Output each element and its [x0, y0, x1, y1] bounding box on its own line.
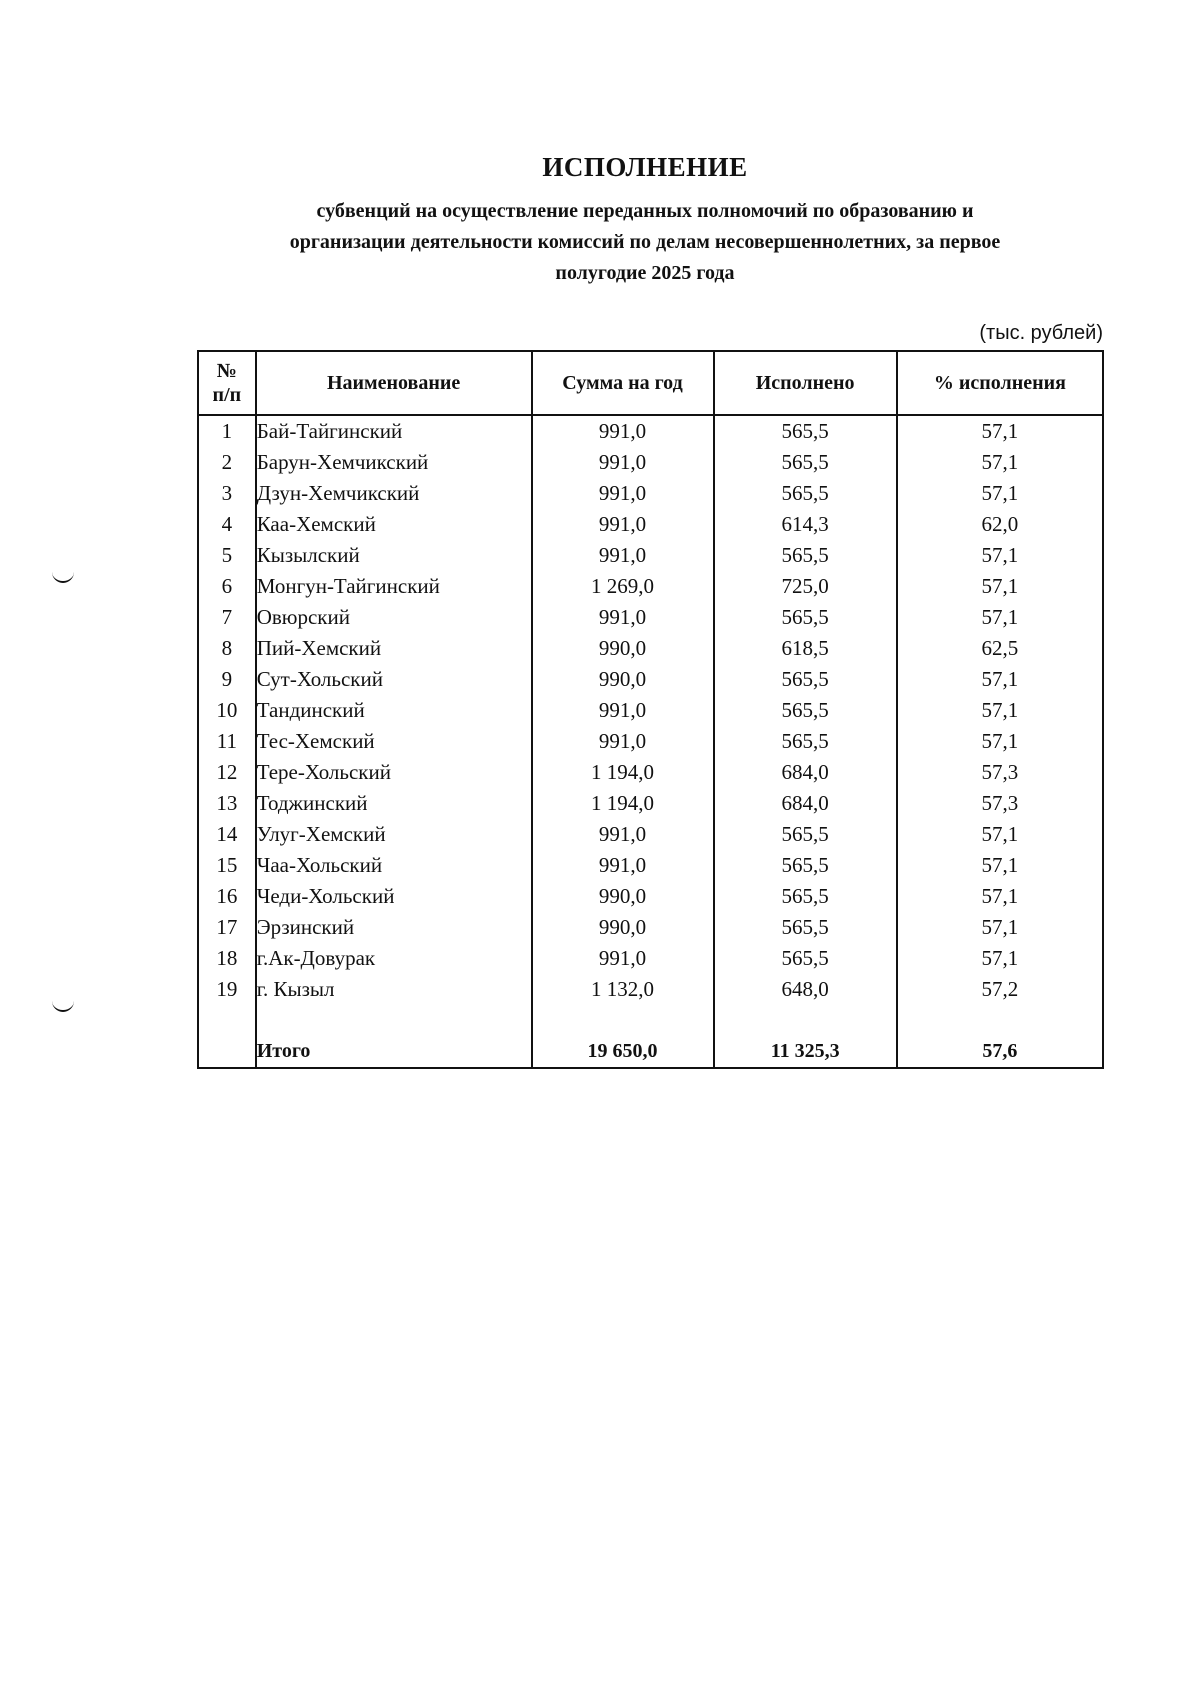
cell-done: 565,5 — [714, 912, 897, 943]
total-sum: 19 650,0 — [532, 1036, 714, 1068]
cell-name: Бай-Тайгинский — [256, 415, 532, 447]
cell-done: 614,3 — [714, 509, 897, 540]
table-row — [198, 664, 1103, 695]
cell-done: 565,5 — [714, 664, 897, 695]
cell-pct: 57,1 — [897, 571, 1103, 602]
cell-num: 18 — [198, 943, 256, 974]
cell-num: 19 — [198, 974, 256, 1005]
header-sum: Сумма на год — [532, 351, 714, 415]
cell-num: 14 — [198, 819, 256, 850]
cell-name: Дзун-Хемчикский — [256, 478, 532, 509]
cell-name: Тес-Хемский — [256, 726, 532, 757]
cell-sum: 991,0 — [532, 415, 714, 447]
scan-mark — [52, 1000, 74, 1012]
table-row — [198, 695, 1103, 726]
cell-pct: 57,1 — [897, 415, 1103, 447]
subtitle — [205, 196, 1085, 289]
header-pct: % исполнения — [897, 351, 1103, 415]
empty-cell — [532, 1005, 714, 1036]
cell-done: 565,5 — [714, 943, 897, 974]
cell-done: 565,5 — [714, 478, 897, 509]
cell-pct: 57,1 — [897, 695, 1103, 726]
cell-pct: 57,1 — [897, 447, 1103, 478]
table-row — [198, 788, 1103, 819]
empty-cell — [256, 1005, 532, 1036]
spacer-row — [198, 1005, 1103, 1036]
cell-num: 11 — [198, 726, 256, 757]
cell-sum: 1 132,0 — [532, 974, 714, 1005]
cell-pct: 57,2 — [897, 974, 1103, 1005]
cell-done: 565,5 — [714, 850, 897, 881]
table-row — [198, 757, 1103, 788]
cell-done: 618,5 — [714, 633, 897, 664]
table-row — [198, 850, 1103, 881]
table-row — [198, 478, 1103, 509]
cell-pct: 57,1 — [897, 819, 1103, 850]
cell-sum: 1 194,0 — [532, 757, 714, 788]
cell-done: 725,0 — [714, 571, 897, 602]
table-header — [198, 351, 1103, 415]
cell-name: Монгун-Тайгинский — [256, 571, 532, 602]
cell-pct: 62,5 — [897, 633, 1103, 664]
table-row — [198, 726, 1103, 757]
subtitle-line: полугодие 2025 года — [555, 262, 735, 284]
cell-done: 648,0 — [714, 974, 897, 1005]
header-row — [198, 351, 1103, 415]
cell-pct: 57,1 — [897, 850, 1103, 881]
table-row — [198, 943, 1103, 974]
cell-pct: 57,1 — [897, 664, 1103, 695]
table-row — [198, 415, 1103, 447]
cell-done: 565,5 — [714, 447, 897, 478]
header-num-line1: № — [216, 360, 237, 382]
cell-done: 565,5 — [714, 602, 897, 633]
table-row — [198, 912, 1103, 943]
cell-num: 2 — [198, 447, 256, 478]
subtitle-line: субвенций на осуществление переданных полномочий по образованию и — [316, 200, 974, 222]
table-row — [198, 509, 1103, 540]
cell-name: Сут-Хольский — [256, 664, 532, 695]
cell-pct: 57,1 — [897, 912, 1103, 943]
cell-pct: 57,3 — [897, 757, 1103, 788]
cell-sum: 991,0 — [532, 850, 714, 881]
table-row — [198, 602, 1103, 633]
header-num — [198, 351, 256, 415]
cell-done: 684,0 — [714, 757, 897, 788]
cell-num: 7 — [198, 602, 256, 633]
page-title: ИСПОЛНЕНИЕ — [542, 152, 748, 182]
cell-sum: 990,0 — [532, 664, 714, 695]
cell-num: 15 — [198, 850, 256, 881]
total-done: 11 325,3 — [714, 1036, 897, 1068]
cell-sum: 991,0 — [532, 602, 714, 633]
cell-num: 16 — [198, 881, 256, 912]
cell-sum: 991,0 — [532, 540, 714, 571]
total-num — [198, 1036, 256, 1068]
cell-sum: 1 269,0 — [532, 571, 714, 602]
cell-sum: 991,0 — [532, 509, 714, 540]
cell-done: 565,5 — [714, 819, 897, 850]
cell-done: 565,5 — [714, 540, 897, 571]
table-row — [198, 974, 1103, 1005]
cell-name: Пий-Хемский — [256, 633, 532, 664]
cell-sum: 991,0 — [532, 478, 714, 509]
cell-pct: 62,0 — [897, 509, 1103, 540]
cell-sum: 990,0 — [532, 912, 714, 943]
cell-name: Улуг-Хемский — [256, 819, 532, 850]
cell-num: 13 — [198, 788, 256, 819]
table-row — [198, 633, 1103, 664]
total-row — [198, 1036, 1103, 1068]
cell-name: Овюрский — [256, 602, 532, 633]
units-label: (тыс. рублей) — [979, 322, 1103, 344]
cell-num: 4 — [198, 509, 256, 540]
cell-pct: 57,1 — [897, 726, 1103, 757]
total-pct: 57,6 — [897, 1036, 1103, 1068]
cell-name: Чаа-Хольский — [256, 850, 532, 881]
table-row — [198, 540, 1103, 571]
cell-done: 684,0 — [714, 788, 897, 819]
header-num-line2: п/п — [212, 384, 242, 406]
cell-num: 12 — [198, 757, 256, 788]
table-row — [198, 881, 1103, 912]
cell-sum: 991,0 — [532, 726, 714, 757]
cell-num: 3 — [198, 478, 256, 509]
cell-sum: 991,0 — [532, 447, 714, 478]
cell-sum: 991,0 — [532, 819, 714, 850]
header-done: Исполнено — [714, 351, 897, 415]
scan-mark — [52, 571, 74, 583]
cell-name: Тоджинский — [256, 788, 532, 819]
total-name: Итого — [256, 1036, 532, 1068]
cell-sum: 990,0 — [532, 633, 714, 664]
cell-sum: 991,0 — [532, 943, 714, 974]
cell-num: 9 — [198, 664, 256, 695]
cell-done: 565,5 — [714, 415, 897, 447]
cell-sum: 1 194,0 — [532, 788, 714, 819]
cell-name: г.Ак-Довурак — [256, 943, 532, 974]
cell-name: Кызылский — [256, 540, 532, 571]
cell-sum: 991,0 — [532, 695, 714, 726]
execution-table — [197, 350, 1104, 1069]
cell-name: Каа-Хемский — [256, 509, 532, 540]
cell-pct: 57,3 — [897, 788, 1103, 819]
empty-cell — [714, 1005, 897, 1036]
empty-cell — [198, 1005, 256, 1036]
empty-cell — [897, 1005, 1103, 1036]
cell-num: 5 — [198, 540, 256, 571]
table-row — [198, 447, 1103, 478]
cell-num: 10 — [198, 695, 256, 726]
cell-num: 1 — [198, 415, 256, 447]
cell-done: 565,5 — [714, 726, 897, 757]
cell-num: 8 — [198, 633, 256, 664]
cell-num: 17 — [198, 912, 256, 943]
cell-done: 565,5 — [714, 881, 897, 912]
table-body — [198, 415, 1103, 1068]
cell-name: г. Кызыл — [256, 974, 532, 1005]
cell-pct: 57,1 — [897, 602, 1103, 633]
cell-name: Тере-Хольский — [256, 757, 532, 788]
cell-name: Эрзинский — [256, 912, 532, 943]
cell-name: Чеди-Хольский — [256, 881, 532, 912]
cell-name: Барун-Хемчикский — [256, 447, 532, 478]
cell-name: Тандинский — [256, 695, 532, 726]
cell-pct: 57,1 — [897, 478, 1103, 509]
header-name: Наименование — [256, 351, 532, 415]
cell-sum: 990,0 — [532, 881, 714, 912]
table-row — [198, 819, 1103, 850]
cell-pct: 57,1 — [897, 881, 1103, 912]
subtitle-line: организации деятельности комиссий по делам несовершеннолетних, за первое — [289, 231, 1001, 253]
table-row — [198, 571, 1103, 602]
cell-done: 565,5 — [714, 695, 897, 726]
cell-num: 6 — [198, 571, 256, 602]
cell-pct: 57,1 — [897, 540, 1103, 571]
cell-pct: 57,1 — [897, 943, 1103, 974]
